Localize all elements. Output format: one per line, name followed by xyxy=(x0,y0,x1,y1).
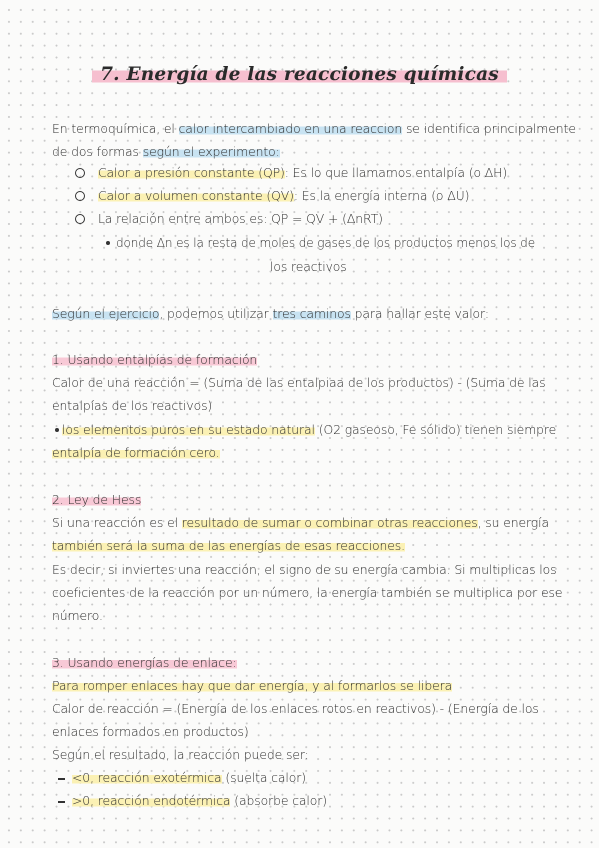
page-title: 7. Energía de las reacciones químicas xyxy=(0,64,599,85)
circle-bullet-icon xyxy=(75,214,85,224)
section-2-heading: 2. Ley de Hess xyxy=(52,492,142,507)
section-2-line-4: coeficientes de la reacción por un número, la energía también se multiplica por ese xyxy=(52,585,563,600)
section-2-line-5: número. xyxy=(52,608,103,623)
intro-item-qv: Calor a volumen constante (QV): Es la energía interna (o ΔU) xyxy=(98,188,470,203)
highlight-heat-exchanged: calor intercambiado en una reaccion xyxy=(178,121,403,136)
section-2-line-2: también será la suma de las energías de esas reacciones. xyxy=(52,538,405,553)
intro-line-2: de dos formas según el experimento: xyxy=(52,144,280,159)
dot-bullet-icon xyxy=(106,241,110,245)
delta-n-note-line-2: los reactivos xyxy=(270,259,347,274)
dash-bullet-icon xyxy=(58,801,65,803)
dot-bullet-icon xyxy=(55,428,59,432)
section-3-line-4: Según el resultado, la reacción puede ser: xyxy=(52,747,309,762)
paths-line: Según el ejercicio, podemos utilizar tres caminos para hallar este valor: xyxy=(52,306,489,321)
intro-item-relation: La relación entre ambos es: QP = QV + (ΔnRT) xyxy=(98,211,383,226)
section-2-line-3: Es decir, si inviertes una reacción, el signo de su energía cambia. Si multiplicas los xyxy=(52,562,557,577)
section-3-heading: 3. Usando energías de enlace: xyxy=(52,655,237,670)
section-3-line-2: Calor de reacción = (Energía de los enlaces rotos en reactivos) - (Energía de los xyxy=(52,701,539,716)
circle-bullet-icon xyxy=(75,191,85,201)
section-1-heading: 1. Usando entalpías de formación xyxy=(52,352,258,367)
section-1-line-4: entalpía de formación cero. xyxy=(52,445,220,460)
dash-bullet-icon xyxy=(58,778,65,780)
endothermic-line: >0, reacción endotérmica (absorbe calor) xyxy=(72,793,327,808)
exothermic-line: <0, reacción exotérmica (suelta calor) xyxy=(72,770,306,785)
section-1-line-1: Calor de una reacción = (Suma de las entalpiaa de los productos) - (Suma de las xyxy=(52,375,546,390)
intro-item-qp: Calor a presión constante (QP): Es lo que llamamos entalpía (o ΔH) xyxy=(98,165,508,180)
circle-bullet-icon xyxy=(75,168,85,178)
section-3-line-3: enlaces formados en productos) xyxy=(52,724,249,739)
section-2-line-1: Si una reacción es el resultado de sumar o combinar otras reacciones, su energía xyxy=(52,515,549,530)
section-1-line-3: los elementos puros en su estado natural (O2 gaseoso, Fe sólido) tienen siempre xyxy=(62,422,557,437)
intro-line-1: En termoquímica, el calor intercambiado en una reaccion se identifica principalmente xyxy=(52,121,576,136)
section-3-line-1: Para romper enlaces hay que dar energía, y al formarlos se libera xyxy=(52,678,453,693)
highlight-experiment: según el experimento: xyxy=(142,144,280,159)
section-1-line-2: entalpías de los reactivos) xyxy=(52,398,213,413)
delta-n-note-line-1: donde Δn es la resta de moles de gases de los productos menos los de xyxy=(116,236,535,250)
